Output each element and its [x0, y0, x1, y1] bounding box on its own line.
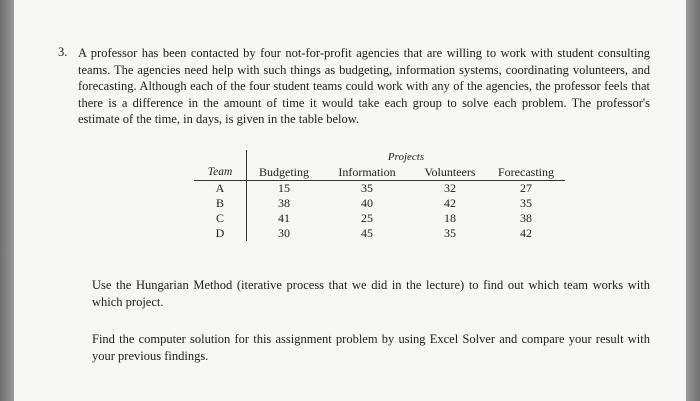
table-row	[194, 211, 565, 226]
table-cell: 40	[361, 196, 373, 210]
team-label: B	[194, 196, 247, 211]
table-row	[194, 226, 565, 241]
table-caption: Projects	[387, 151, 425, 163]
table-cell: 35	[520, 196, 532, 210]
table-cell: 27	[520, 181, 532, 195]
hungarian-instruction: Use the Hungarian Method (iterative process that we did in the lecture) to find out which team works with which project.	[92, 278, 650, 309]
team-label: C	[194, 211, 247, 226]
question-number: 3.	[58, 45, 68, 59]
solver-instruction: Find the computer solution for this assignment problem by using Excel Solver and compare your result with your previous findings.	[92, 332, 650, 363]
table-cell: 41	[278, 211, 290, 225]
time-estimate-table	[194, 150, 565, 241]
table-cell: 35	[361, 181, 373, 195]
table-row	[194, 181, 565, 197]
table-cell: 42	[520, 226, 532, 240]
table-caption-row	[194, 150, 565, 165]
column-header: Information	[321, 165, 413, 181]
table-cell: 30	[278, 226, 290, 240]
team-label: D	[194, 226, 247, 241]
document-page	[14, 0, 686, 401]
table-cell: 15	[278, 181, 290, 195]
table-cell: 42	[444, 196, 456, 210]
table-cell: 35	[444, 226, 456, 240]
table-cell: 45	[361, 226, 373, 240]
table-cell: 38	[520, 211, 532, 225]
team-header: Team	[194, 165, 247, 181]
column-header: Volunteers	[413, 165, 487, 181]
page-edge-right	[686, 0, 700, 401]
column-header: Budgeting	[247, 165, 322, 181]
team-label: A	[194, 181, 247, 197]
table-cell: 32	[444, 181, 456, 195]
page-edge-left	[0, 0, 14, 401]
table-header-row	[194, 165, 565, 181]
question-intro: A professor has been contacted by four not-for-profit agencies that are willing to work with student consulting teams. The agencies need help with such things as budgeting, information systems, coordinating volunteers, and forecasting. Although each of the four student teams could work with any of the agencies, the professor feels that there is a difference in the amount of time it would take each group to solve each problem. The professor's estimate of the time, in days, is given in the table below.	[78, 46, 650, 127]
table-row	[194, 196, 565, 211]
table-cell: 38	[278, 196, 290, 210]
column-header: Forecasting	[487, 165, 565, 181]
table-cell: 18	[444, 211, 456, 225]
table-cell: 25	[361, 211, 373, 225]
